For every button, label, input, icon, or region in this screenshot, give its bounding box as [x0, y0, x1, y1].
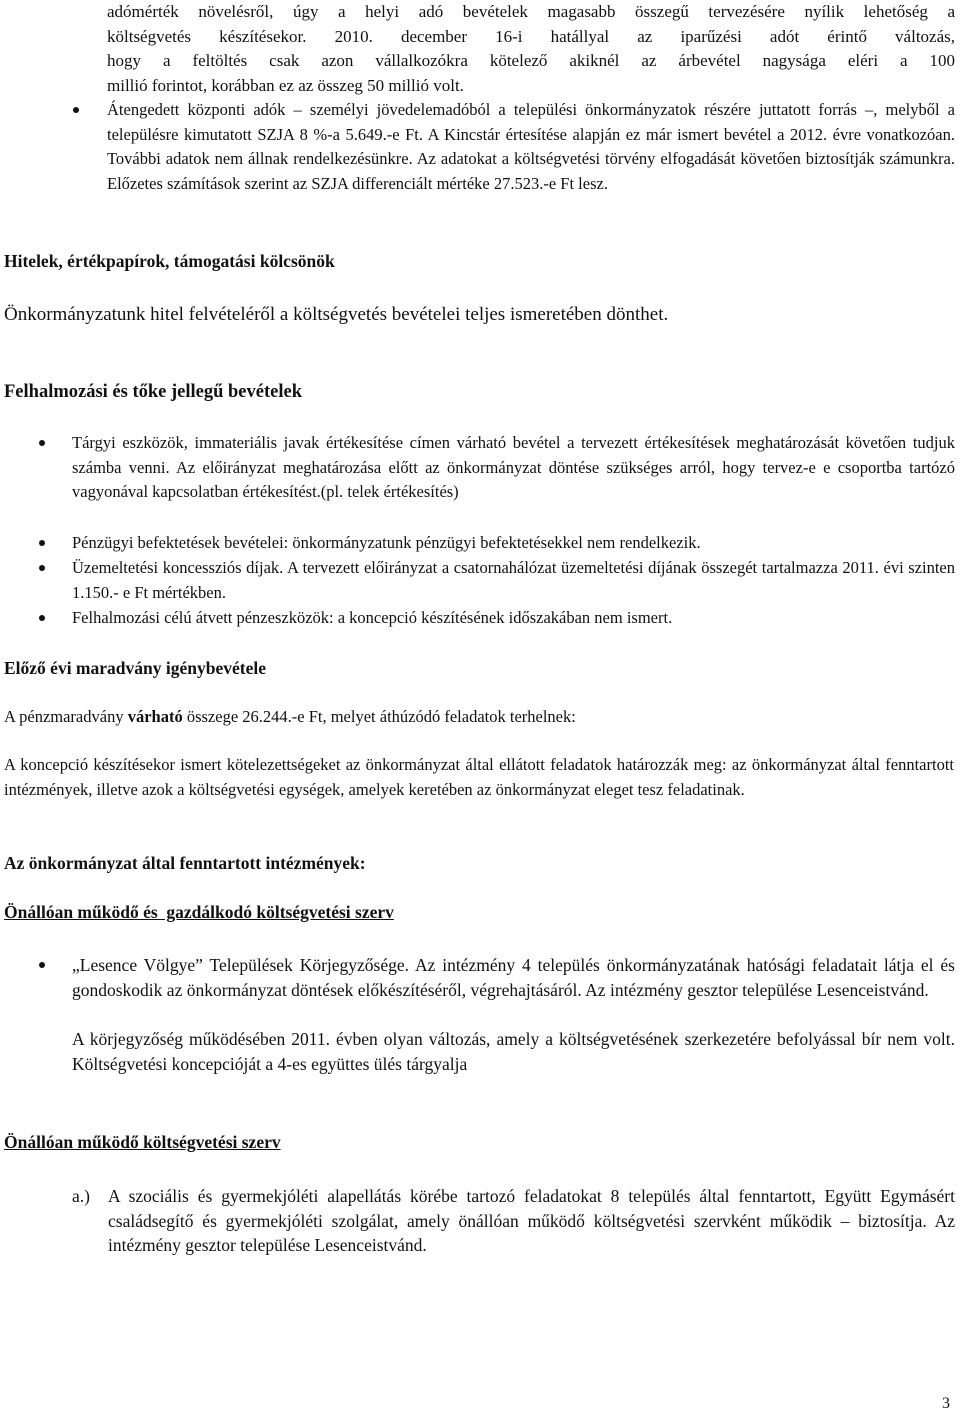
hitelek-text: Önkormányzatunk hitel felvételéről a költségvetés bevételei teljes ismeretében dönthet. [4, 304, 669, 325]
list-label: a.) [72, 1186, 90, 1206]
elozo-text-after: összege 26.244.-e Ft, melyet áthúzódó feladatok terhelnek: [182, 707, 576, 726]
felhalmozasi-item: Pénzügyi befektetések bevételei: önkormányzatunk pénzügyi befektetésekkel nem rendelkezik. [72, 533, 701, 552]
continuation-line: millió forintot, korábban ez az összeg 50 millió volt. [107, 75, 464, 95]
elozo-text-bold: várható [127, 707, 183, 726]
elozo-text-before: A pénzmaradvány [4, 707, 128, 726]
elozo-paragraph: A koncepció készítésekor ismert kötelezettségeket az önkormányzat által ellátott feladatok határozzák meg: az önkormányzat által fenntartott intézmények, illetve azok a költségvetési egységek, amelyek keretében az önkormányzat eleget tesz feladatinak. [4, 755, 954, 799]
elozo-text [4, 705, 954, 730]
section-heading-hitelek: Hitelek, értékpapírok, támogatási kölcsönök [4, 251, 335, 271]
continuation-line: adómérték növelésről, úgy a helyi adó bevételek magasabb összegű tervezésére nyílik lehetőség a [107, 2, 955, 21]
bullet-icon [39, 440, 45, 446]
section-heading-felhalmozasi: Felhalmozási és tőke jellegű bevételek [4, 382, 302, 402]
korjegyzoseg-text: „Lesence Völgye” Települések Körjegyzősége. Az intézmény 4 település önkormányzatának hatósági feladatait látja el és gondoskodik az önkormányzat döntések előkészítéséről, végrehajtásáról. Az intézmény gesztor települése Lesenceistvánd. [72, 955, 955, 1000]
section-heading-elozo: Előző évi maradvány igénybevétele [4, 658, 266, 678]
bullet-icon [39, 540, 45, 546]
section-heading-intezmenyek: Az önkormányzat által fenntartott intézmények: [4, 853, 366, 873]
korjegyzoseg-text-2: A körjegyzőség működésében 2011. évben olyan változás, amely a költségvetésének szerkezetére befolyással bír nem volt. Költségvetési koncepcióját a 4-es együttes ülés tárgyalja [72, 1029, 955, 1074]
bullet-icon [39, 565, 45, 571]
szocialis-text: A szociális és gyermekjóléti alapellátás körébe tartozó feladatokat 8 település által fenntartott, Együtt Egymásért családsegítő és gyermekjóléti szolgálat, amely önállóan működő költségvetési szervként működik – biztosítja. Az intézmény gesztor települése Lesenceistvánd. [108, 1186, 955, 1255]
bullet-icon [73, 107, 79, 113]
page-number: 3 [942, 1395, 950, 1412]
felhalmozasi-item: Üzemeltetési koncessziós díjak. A tervezett előirányzat a csatornahálózat üzemeltetési díjának összegét tartalmazza 2011. évi szinten 1.150.- e Ft mértékben. [72, 558, 955, 602]
subsection-heading-onallo: Önállóan működő költségvetési szerv [4, 1132, 281, 1152]
felhalmozasi-item: Tárgyi eszközök, immateriális javak értékesítése címen várható bevétel a tervezett értékesítések meghatározását követően tudjuk számba venni. Az előirányzat meghatározása előtt az önkormányzat döntése szükséges arról, hogy tervez-e e csoportba tartózó vagyonával kapcsolatban értékesítést.(pl. telek értékesítés) [72, 433, 955, 501]
bullet-icon [39, 962, 45, 968]
continuation-line: költségvetés készítésekor. 2010. december 16-i hatállyal az iparűzési adót érintő változás, [107, 26, 955, 46]
atengedett-text: Átengedett központi adók – személyi jövedelemadóból a települési önkormányzatok részére juttatott forrás –, melyből a településre kimutatott SZJA 8 %-a 5.649.-e Ft. A Kincstár értesítése alapján ez már ismert bevétel a 2012. évre vonatkozóan. További adatok nem állnak rendelkezésünkre. Az adatokat a költségvetési törvény elfogadását követően biztosítják számunkra. Előzetes számítások szerint az SZJA differenciált mértéke 27.523.-e Ft lesz. [107, 100, 955, 193]
subsection-heading-gazdalkodo: Önállóan működő és gazdálkodó költségvetési szerv [4, 902, 394, 922]
continuation-line: hogy a feltöltés csak azon vállalkozókra kötelező akiknél az árbevétel nagysága eléri a 100 [107, 51, 955, 70]
felhalmozasi-item: Felhalmozási célú átvett pénzeszközök: a koncepció készítésének időszakában nem ismert. [72, 608, 673, 627]
bullet-icon [39, 615, 45, 621]
continuation-paragraph [107, 0, 955, 98]
